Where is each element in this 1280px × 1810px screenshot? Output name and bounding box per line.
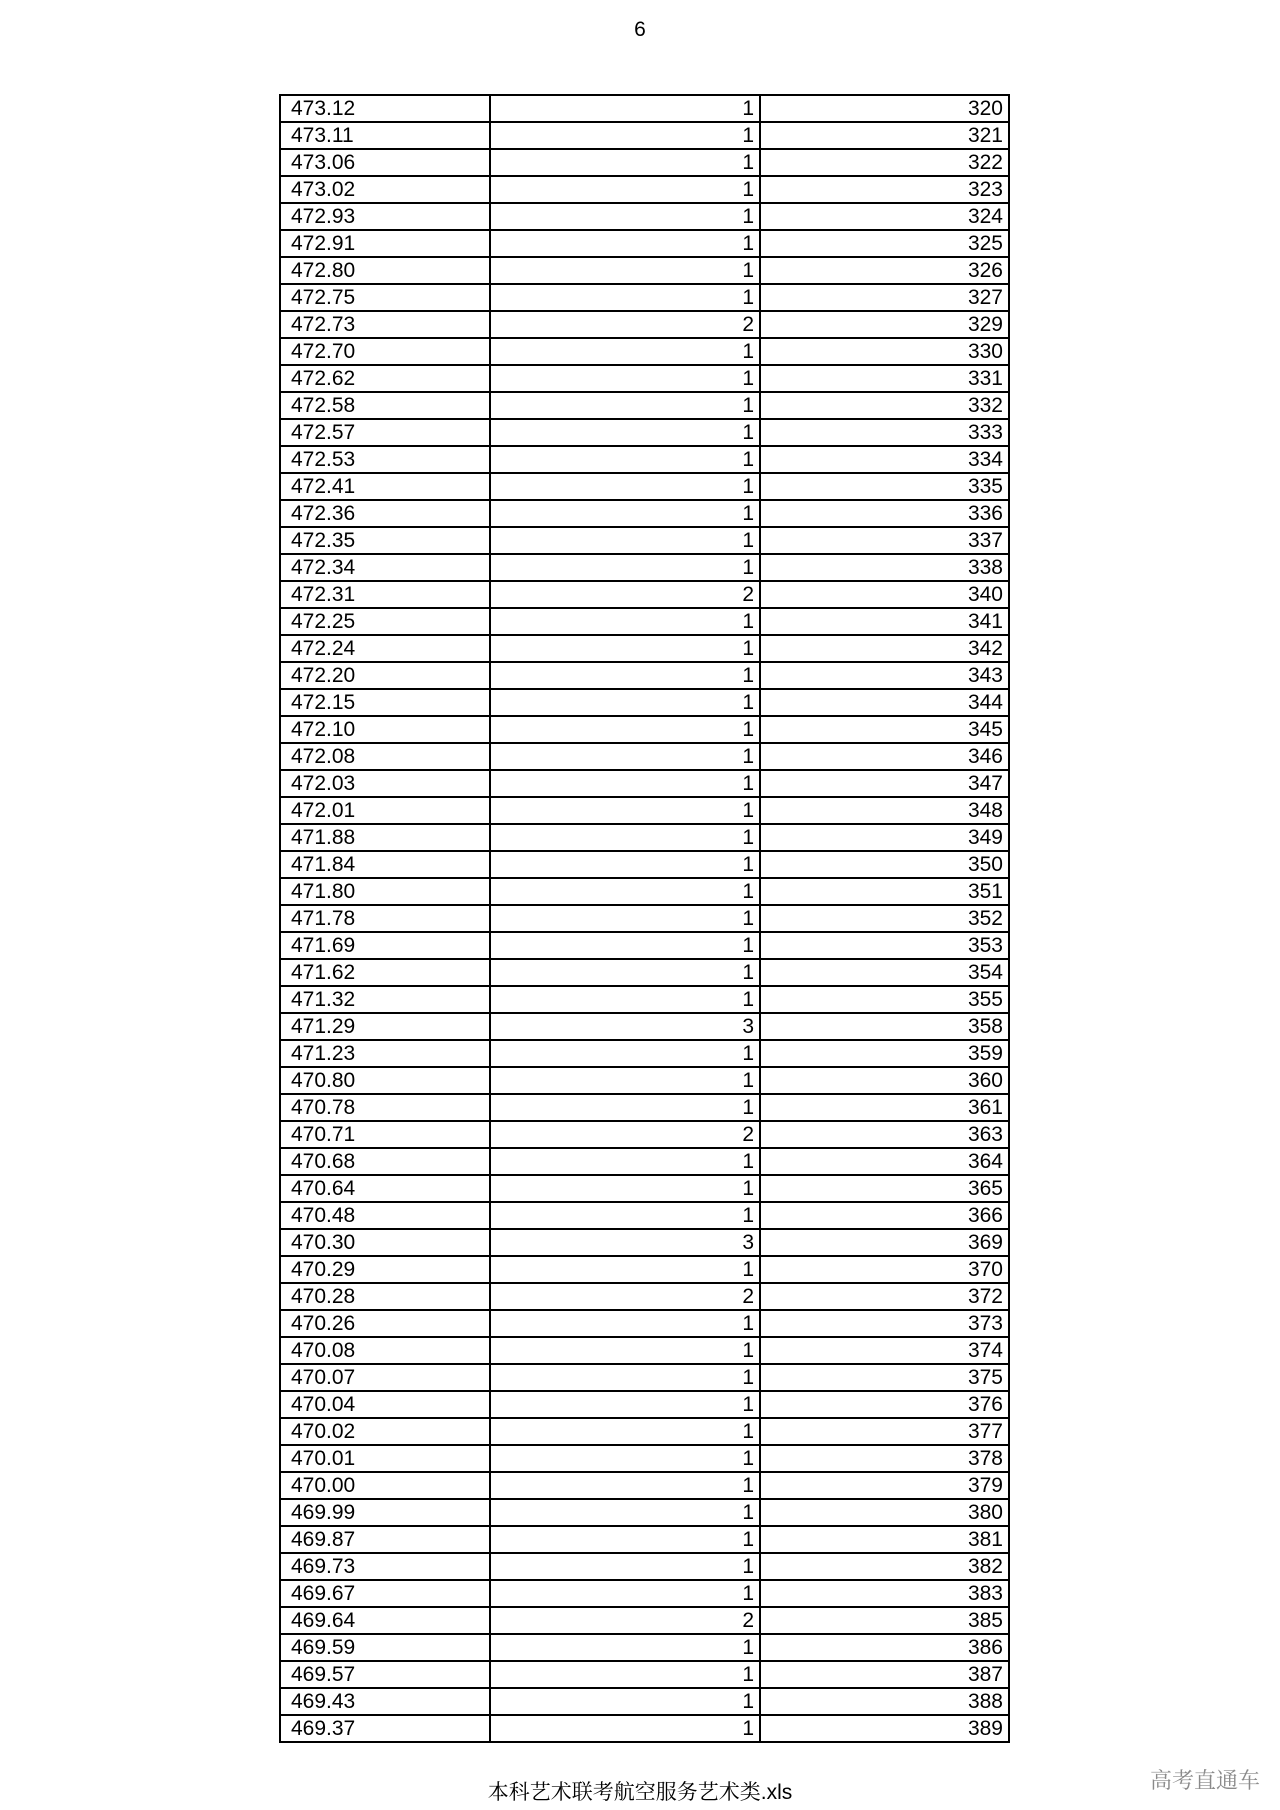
count-cell: 1	[490, 365, 760, 392]
score-cell: 472.34	[280, 554, 490, 581]
count-cell: 1	[490, 1418, 760, 1445]
table-row	[280, 716, 1009, 743]
table-row	[280, 581, 1009, 608]
rank-cell: 341	[760, 608, 1009, 635]
count-cell: 1	[490, 743, 760, 770]
count-cell: 1	[490, 1067, 760, 1094]
count-cell: 1	[490, 1688, 760, 1715]
rank-cell: 376	[760, 1391, 1009, 1418]
count-cell: 1	[490, 986, 760, 1013]
table-row	[280, 311, 1009, 338]
score-table	[279, 94, 1010, 1743]
table-row	[280, 284, 1009, 311]
footer-filename: 本科艺术联考航空服务艺术类.xls	[487, 1781, 793, 1804]
table-row	[280, 203, 1009, 230]
score-cell: 470.01	[280, 1445, 490, 1472]
table-row	[280, 1688, 1009, 1715]
count-cell: 1	[490, 1445, 760, 1472]
table-row	[280, 149, 1009, 176]
table-row	[280, 1445, 1009, 1472]
count-cell: 2	[490, 1283, 760, 1310]
score-cell: 470.80	[280, 1067, 490, 1094]
rank-cell: 347	[760, 770, 1009, 797]
count-cell: 1	[490, 1148, 760, 1175]
count-cell: 1	[490, 662, 760, 689]
table-row	[280, 446, 1009, 473]
rank-cell: 334	[760, 446, 1009, 473]
rank-cell: 372	[760, 1283, 1009, 1310]
score-cell: 472.15	[280, 689, 490, 716]
count-cell: 1	[490, 1202, 760, 1229]
table-row	[280, 1526, 1009, 1553]
table-row	[280, 1715, 1009, 1742]
rank-cell: 370	[760, 1256, 1009, 1283]
score-cell: 472.93	[280, 203, 490, 230]
table-row	[280, 1418, 1009, 1445]
table-row	[280, 122, 1009, 149]
table-row	[280, 1121, 1009, 1148]
table-row	[280, 1175, 1009, 1202]
count-cell: 1	[490, 1175, 760, 1202]
count-cell: 1	[490, 257, 760, 284]
count-cell: 1	[490, 689, 760, 716]
score-cell: 472.25	[280, 608, 490, 635]
table-row	[280, 1553, 1009, 1580]
table-body	[280, 95, 1009, 1742]
rank-cell: 351	[760, 878, 1009, 905]
score-cell: 471.80	[280, 878, 490, 905]
table-row	[280, 770, 1009, 797]
score-cell: 471.32	[280, 986, 490, 1013]
table-row	[280, 1067, 1009, 1094]
score-cell: 471.88	[280, 824, 490, 851]
score-cell: 473.02	[280, 176, 490, 203]
rank-cell: 386	[760, 1634, 1009, 1661]
rank-cell: 383	[760, 1580, 1009, 1607]
rank-cell: 329	[760, 311, 1009, 338]
score-cell: 470.64	[280, 1175, 490, 1202]
table-row	[280, 851, 1009, 878]
count-cell: 1	[490, 446, 760, 473]
rank-cell: 350	[760, 851, 1009, 878]
count-cell: 1	[490, 554, 760, 581]
rank-cell: 366	[760, 1202, 1009, 1229]
rank-cell: 355	[760, 986, 1009, 1013]
count-cell: 1	[490, 1553, 760, 1580]
rank-cell: 343	[760, 662, 1009, 689]
count-cell: 1	[490, 1499, 760, 1526]
rank-cell: 322	[760, 149, 1009, 176]
score-cell: 470.78	[280, 1094, 490, 1121]
rank-cell: 338	[760, 554, 1009, 581]
score-cell: 470.00	[280, 1472, 490, 1499]
table-row	[280, 1472, 1009, 1499]
score-cell: 472.80	[280, 257, 490, 284]
count-cell: 1	[490, 1715, 760, 1742]
table-row	[280, 1202, 1009, 1229]
table-row	[280, 986, 1009, 1013]
score-cell: 469.59	[280, 1634, 490, 1661]
count-cell: 1	[490, 203, 760, 230]
score-cell: 472.70	[280, 338, 490, 365]
table-row	[280, 1337, 1009, 1364]
score-cell: 472.58	[280, 392, 490, 419]
score-cell: 469.87	[280, 1526, 490, 1553]
score-cell: 469.57	[280, 1661, 490, 1688]
rank-cell: 320	[760, 95, 1009, 122]
count-cell: 1	[490, 1391, 760, 1418]
rank-cell: 369	[760, 1229, 1009, 1256]
count-cell: 1	[490, 149, 760, 176]
score-cell: 472.10	[280, 716, 490, 743]
count-cell: 1	[490, 1472, 760, 1499]
rank-cell: 385	[760, 1607, 1009, 1634]
rank-cell: 360	[760, 1067, 1009, 1094]
score-cell: 472.31	[280, 581, 490, 608]
count-cell: 1	[490, 851, 760, 878]
count-cell: 1	[490, 770, 760, 797]
count-cell: 1	[490, 527, 760, 554]
count-cell: 1	[490, 1040, 760, 1067]
rank-cell: 389	[760, 1715, 1009, 1742]
score-cell: 470.68	[280, 1148, 490, 1175]
score-cell: 470.30	[280, 1229, 490, 1256]
score-cell: 472.35	[280, 527, 490, 554]
score-cell: 471.84	[280, 851, 490, 878]
rank-cell: 333	[760, 419, 1009, 446]
rank-cell: 358	[760, 1013, 1009, 1040]
rank-cell: 330	[760, 338, 1009, 365]
table-row	[280, 905, 1009, 932]
table-row	[280, 338, 1009, 365]
rank-cell: 354	[760, 959, 1009, 986]
rank-cell: 353	[760, 932, 1009, 959]
count-cell: 1	[490, 1094, 760, 1121]
rank-cell: 373	[760, 1310, 1009, 1337]
count-cell: 1	[490, 122, 760, 149]
page-number: 6	[634, 18, 646, 41]
score-cell: 472.08	[280, 743, 490, 770]
table-row	[280, 1148, 1009, 1175]
table-row	[280, 1310, 1009, 1337]
score-cell: 471.29	[280, 1013, 490, 1040]
table-row	[280, 689, 1009, 716]
count-cell: 1	[490, 932, 760, 959]
score-cell: 473.12	[280, 95, 490, 122]
score-cell: 469.64	[280, 1607, 490, 1634]
rank-cell: 326	[760, 257, 1009, 284]
table-row	[280, 743, 1009, 770]
score-cell: 473.06	[280, 149, 490, 176]
rank-cell: 336	[760, 500, 1009, 527]
table-row	[280, 1040, 1009, 1067]
rank-cell: 331	[760, 365, 1009, 392]
table-row	[280, 608, 1009, 635]
count-cell: 1	[490, 419, 760, 446]
table-row	[280, 554, 1009, 581]
count-cell: 1	[490, 635, 760, 662]
rank-cell: 352	[760, 905, 1009, 932]
rank-cell: 349	[760, 824, 1009, 851]
count-cell: 2	[490, 1121, 760, 1148]
rank-cell: 324	[760, 203, 1009, 230]
table-row	[280, 662, 1009, 689]
score-cell: 472.24	[280, 635, 490, 662]
table-row	[280, 392, 1009, 419]
table-row	[280, 1607, 1009, 1634]
table-row	[280, 797, 1009, 824]
score-cell: 472.03	[280, 770, 490, 797]
table-row	[280, 635, 1009, 662]
rank-cell: 364	[760, 1148, 1009, 1175]
score-cell: 470.71	[280, 1121, 490, 1148]
rank-cell: 323	[760, 176, 1009, 203]
count-cell: 2	[490, 311, 760, 338]
table-row	[280, 473, 1009, 500]
table-row	[280, 1634, 1009, 1661]
score-cell: 471.23	[280, 1040, 490, 1067]
watermark-text: 高考直通车	[1149, 1768, 1260, 1793]
rank-cell: 344	[760, 689, 1009, 716]
score-cell: 469.43	[280, 1688, 490, 1715]
count-cell: 1	[490, 1634, 760, 1661]
count-cell: 1	[490, 1310, 760, 1337]
count-cell: 1	[490, 500, 760, 527]
rank-cell: 375	[760, 1364, 1009, 1391]
count-cell: 1	[490, 1580, 760, 1607]
rank-cell: 379	[760, 1472, 1009, 1499]
rank-cell: 361	[760, 1094, 1009, 1121]
score-cell: 470.02	[280, 1418, 490, 1445]
rank-cell: 381	[760, 1526, 1009, 1553]
score-cell: 471.78	[280, 905, 490, 932]
table-row	[280, 1661, 1009, 1688]
table-row	[280, 257, 1009, 284]
table-row	[280, 230, 1009, 257]
score-cell: 470.07	[280, 1364, 490, 1391]
rank-cell: 348	[760, 797, 1009, 824]
score-cell: 470.48	[280, 1202, 490, 1229]
count-cell: 2	[490, 1607, 760, 1634]
score-cell: 469.37	[280, 1715, 490, 1742]
table-row	[280, 959, 1009, 986]
table-row	[280, 1499, 1009, 1526]
count-cell: 1	[490, 1526, 760, 1553]
rank-cell: 327	[760, 284, 1009, 311]
table-row	[280, 95, 1009, 122]
table-row	[280, 1013, 1009, 1040]
rank-cell: 345	[760, 716, 1009, 743]
count-cell: 2	[490, 581, 760, 608]
count-cell: 1	[490, 608, 760, 635]
count-cell: 3	[490, 1013, 760, 1040]
table-row	[280, 419, 1009, 446]
score-cell: 472.62	[280, 365, 490, 392]
rank-cell: 342	[760, 635, 1009, 662]
rank-cell: 321	[760, 122, 1009, 149]
score-cell: 470.28	[280, 1283, 490, 1310]
score-cell: 470.08	[280, 1337, 490, 1364]
count-cell: 1	[490, 716, 760, 743]
score-cell: 469.99	[280, 1499, 490, 1526]
table-row	[280, 365, 1009, 392]
rank-cell: 387	[760, 1661, 1009, 1688]
count-cell: 1	[490, 338, 760, 365]
score-cell: 471.69	[280, 932, 490, 959]
table-row	[280, 878, 1009, 905]
rank-cell: 325	[760, 230, 1009, 257]
score-cell: 470.04	[280, 1391, 490, 1418]
score-cell: 472.53	[280, 446, 490, 473]
table-row	[280, 1391, 1009, 1418]
score-cell: 472.41	[280, 473, 490, 500]
table-row	[280, 1094, 1009, 1121]
count-cell: 1	[490, 95, 760, 122]
rank-cell: 377	[760, 1418, 1009, 1445]
score-cell: 472.01	[280, 797, 490, 824]
score-cell: 469.73	[280, 1553, 490, 1580]
table-row	[280, 1283, 1009, 1310]
rank-cell: 335	[760, 473, 1009, 500]
count-cell: 1	[490, 959, 760, 986]
table-row	[280, 932, 1009, 959]
rank-cell: 374	[760, 1337, 1009, 1364]
rank-cell: 340	[760, 581, 1009, 608]
rank-cell: 365	[760, 1175, 1009, 1202]
count-cell: 3	[490, 1229, 760, 1256]
score-cell: 472.73	[280, 311, 490, 338]
count-cell: 1	[490, 230, 760, 257]
score-cell: 470.29	[280, 1256, 490, 1283]
rank-cell: 382	[760, 1553, 1009, 1580]
table-row	[280, 1256, 1009, 1283]
table-row	[280, 176, 1009, 203]
table-row	[280, 1364, 1009, 1391]
table-row	[280, 1229, 1009, 1256]
score-cell: 469.67	[280, 1580, 490, 1607]
rank-cell: 388	[760, 1688, 1009, 1715]
count-cell: 1	[490, 1364, 760, 1391]
score-cell: 473.11	[280, 122, 490, 149]
table-row	[280, 1580, 1009, 1607]
count-cell: 1	[490, 905, 760, 932]
rank-cell: 337	[760, 527, 1009, 554]
score-cell: 470.26	[280, 1310, 490, 1337]
count-cell: 1	[490, 284, 760, 311]
score-cell: 472.91	[280, 230, 490, 257]
table-row	[280, 824, 1009, 851]
rank-cell: 346	[760, 743, 1009, 770]
count-cell: 1	[490, 176, 760, 203]
count-cell: 1	[490, 1661, 760, 1688]
rank-cell: 380	[760, 1499, 1009, 1526]
score-cell: 472.36	[280, 500, 490, 527]
rank-cell: 359	[760, 1040, 1009, 1067]
score-cell: 472.57	[280, 419, 490, 446]
count-cell: 1	[490, 1337, 760, 1364]
count-cell: 1	[490, 1256, 760, 1283]
score-cell: 472.20	[280, 662, 490, 689]
count-cell: 1	[490, 878, 760, 905]
count-cell: 1	[490, 824, 760, 851]
count-cell: 1	[490, 392, 760, 419]
score-cell: 471.62	[280, 959, 490, 986]
count-cell: 1	[490, 797, 760, 824]
table-row	[280, 500, 1009, 527]
rank-cell: 378	[760, 1445, 1009, 1472]
count-cell: 1	[490, 473, 760, 500]
score-cell: 472.75	[280, 284, 490, 311]
rank-cell: 363	[760, 1121, 1009, 1148]
table-row	[280, 527, 1009, 554]
rank-cell: 332	[760, 392, 1009, 419]
